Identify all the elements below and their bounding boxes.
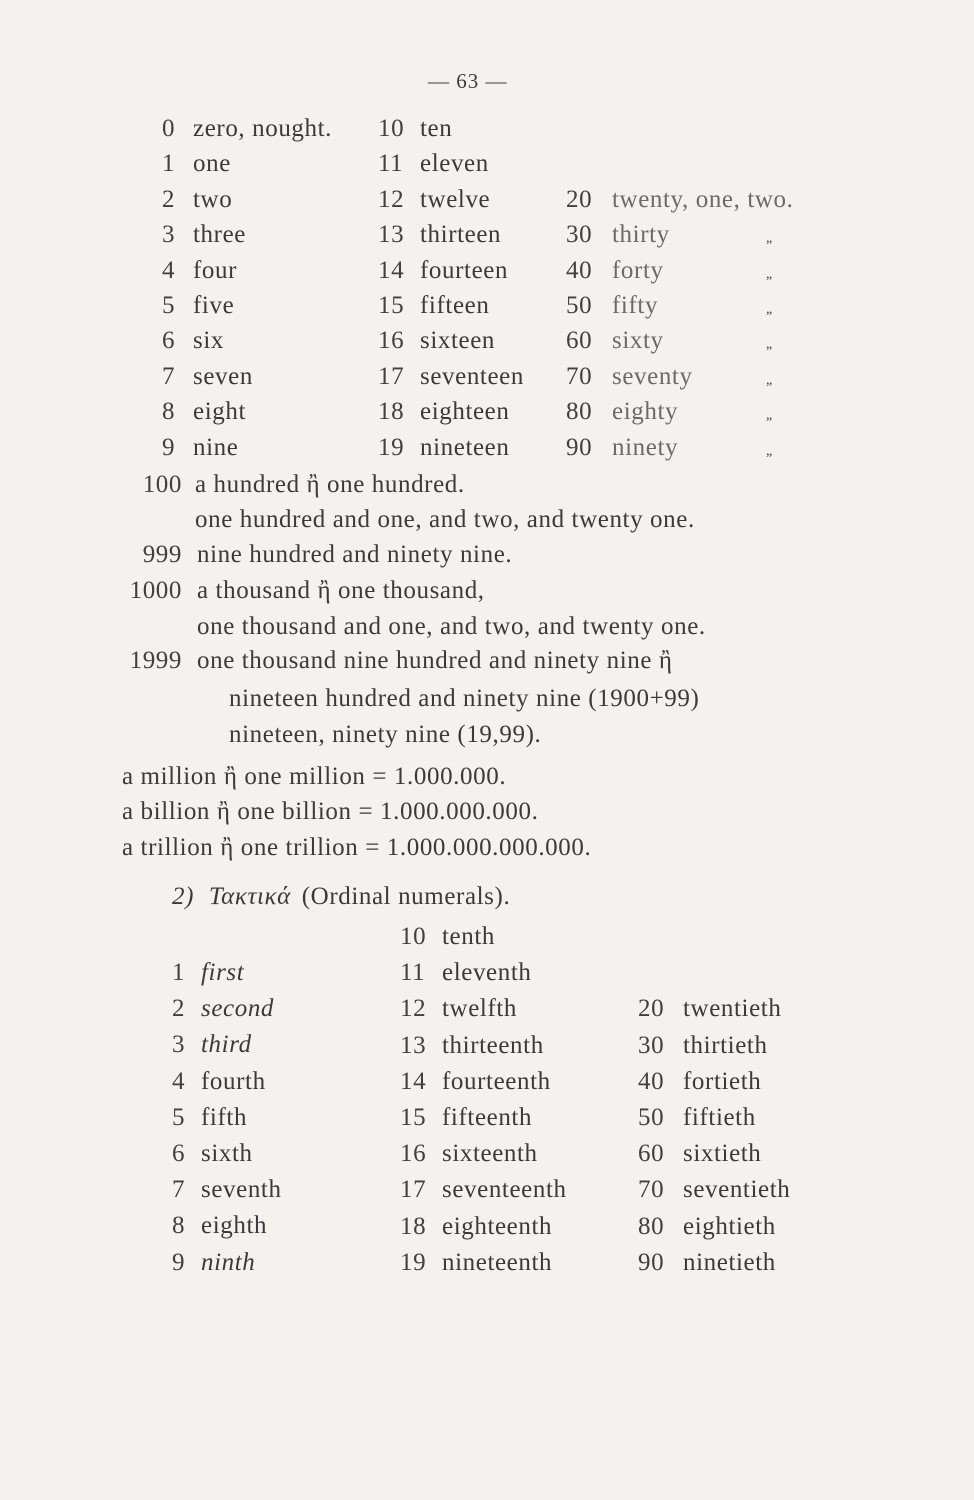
cardinal-teen-number: 18: [378, 398, 405, 426]
cardinal-unit-number: 9: [162, 433, 176, 461]
million-line-text: a billion ἢ one billion = 1.000.000.000.: [122, 798, 539, 825]
ordinal-ten-number: 60: [638, 1140, 665, 1168]
large-number-text: nine hundred and ninety nine.: [197, 541, 513, 568]
ordinal-unit-text: seventh: [201, 1176, 282, 1204]
large-number-text: nineteen, ninety nine (19,99).: [229, 721, 542, 748]
cardinal-ten-number: 60: [566, 327, 593, 355]
ordinal-ten-number: 50: [638, 1104, 665, 1131]
cardinal-teen-text: eighteen: [420, 398, 510, 426]
cardinal-unit-number: 0: [162, 115, 176, 142]
cardinal-teen-number: 14: [378, 256, 405, 284]
cardinal-teen-number: 16: [378, 327, 405, 355]
ordinal-ten-text: sixtieth: [683, 1140, 762, 1168]
ordinals-heading-rest: (Ordinal numerals).: [301, 883, 511, 910]
cardinal-unit-text: five: [193, 292, 235, 319]
ordinal-teen-number: 13: [400, 1031, 427, 1059]
cardinal-unit-text: two: [193, 185, 233, 213]
cardinal-ten-number: 80: [566, 398, 593, 426]
cardinal-ten-number: 20: [566, 185, 593, 213]
ordinal-ten-text: thirtieth: [683, 1031, 768, 1059]
cardinal-ten-text: twenty, one, two.: [612, 185, 794, 213]
ordinal-teen-text: sixteenth: [442, 1140, 538, 1168]
cardinal-unit-text: four: [193, 256, 238, 284]
cardinal-unit-text: six: [193, 327, 224, 355]
ordinal-ten-number: 30: [638, 1031, 665, 1059]
page-number: — 63 —: [428, 69, 508, 93]
cardinal-ten-text: forty: [612, 256, 664, 284]
ordinal-unit-number: 6: [172, 1140, 186, 1167]
cardinal-teen-number: 12: [378, 185, 405, 213]
ditto-mark: „: [766, 302, 773, 317]
large-number-text: nineteen hundred and ninety nine (1900+99): [229, 685, 700, 712]
ordinal-teen-number: 12: [400, 995, 427, 1023]
cardinal-ten-text: seventy: [612, 362, 693, 390]
ordinal-unit-text: fifth: [201, 1103, 248, 1131]
cardinal-ten-number: 70: [566, 362, 593, 390]
cardinal-teen-number: 13: [378, 221, 405, 249]
cardinal-unit-text: seven: [193, 362, 253, 390]
cardinal-teen-text: fifteen: [420, 292, 490, 319]
ordinal-teen-text: nineteenth: [442, 1248, 553, 1276]
large-number-number: 1999: [129, 647, 182, 674]
ordinal-unit-number: 4: [172, 1067, 186, 1095]
ordinal-ten-number: 90: [638, 1248, 665, 1276]
cardinal-teen-text: nineteen: [420, 433, 510, 461]
ordinal-teen-text: twelfth: [442, 995, 518, 1023]
cardinal-ten-number: 40: [566, 256, 593, 284]
ordinal-teen-number: 17: [400, 1176, 427, 1204]
ordinal-ten-number: 80: [638, 1212, 665, 1240]
ordinal-teen-number: 10: [400, 923, 427, 950]
million-line-text: a trillion ἢ one trillion = 1.000.000.000.000.: [122, 834, 592, 861]
ordinal-unit-number: 8: [172, 1212, 186, 1240]
large-number-number: 1000: [129, 577, 182, 604]
large-number-text: one thousand and one, and two, and twenty one.: [197, 613, 706, 640]
ordinal-unit-number: 7: [172, 1176, 186, 1204]
ordinal-unit-text: second: [201, 995, 275, 1023]
ordinal-unit-text: first: [201, 959, 245, 986]
large-number-text: one thousand nine hundred and ninety nine ἢ: [197, 647, 673, 674]
cardinal-teen-number: 19: [378, 433, 405, 461]
ordinal-ten-number: 20: [638, 995, 665, 1023]
cardinal-unit-text: zero, nought.: [193, 115, 333, 142]
ordinal-unit-number: 2: [172, 995, 186, 1023]
cardinal-teen-text: fourteen: [420, 256, 509, 284]
ordinal-unit-number: 5: [172, 1103, 186, 1131]
cardinal-ten-text: eighty: [612, 398, 679, 426]
ordinal-teen-text: tenth: [442, 923, 495, 950]
ordinals-heading: [172, 882, 510, 912]
cardinal-teen-number: 11: [378, 150, 404, 178]
ordinal-teen-number: 19: [400, 1248, 427, 1276]
cardinal-unit-number: 5: [162, 292, 176, 319]
cardinal-unit-number: 4: [162, 256, 176, 284]
cardinal-unit-text: three: [193, 221, 246, 249]
cardinal-teen-text: ten: [420, 115, 453, 142]
ordinal-teen-number: 14: [400, 1067, 427, 1095]
ordinal-unit-number: 1: [172, 959, 186, 986]
cardinal-teen-text: seventeen: [420, 362, 524, 390]
cardinal-teen-text: thirteen: [420, 221, 502, 249]
cardinal-unit-text: one: [193, 150, 231, 178]
ordinal-teen-text: fourteenth: [442, 1067, 551, 1095]
ordinal-ten-text: twentieth: [683, 995, 782, 1023]
large-number-number: 100: [142, 471, 182, 498]
cardinal-ten-number: 50: [566, 292, 593, 319]
cardinal-unit-text: eight: [193, 398, 246, 426]
ordinal-teen-text: thirteenth: [442, 1031, 544, 1059]
large-number-text: a hundred ἢ one hundred.: [195, 471, 465, 498]
ordinal-teen-text: fifteenth: [442, 1104, 533, 1131]
ordinal-teen-text: seventeenth: [442, 1176, 567, 1204]
ordinal-unit-text: fourth: [201, 1067, 266, 1095]
ordinal-ten-number: 70: [638, 1176, 665, 1204]
cardinal-teen-text: sixteen: [420, 327, 496, 355]
ordinal-unit-text: third: [201, 1031, 252, 1059]
ordinal-teen-number: 18: [400, 1212, 427, 1240]
large-number-text: one hundred and one, and two, and twenty one.: [195, 506, 695, 533]
ordinal-teen-number: 16: [400, 1140, 427, 1168]
cardinal-unit-number: 8: [162, 398, 176, 426]
ordinal-teen-number: 11: [400, 959, 426, 987]
ditto-mark: „: [766, 231, 773, 247]
cardinal-ten-text: sixty: [612, 327, 664, 355]
cardinal-unit-text: nine: [193, 433, 239, 461]
large-number-number: 999: [142, 541, 182, 568]
ordinal-teen-number: 15: [400, 1104, 427, 1131]
cardinal-teen-text: eleven: [420, 150, 489, 178]
cardinal-teen-text: twelve: [420, 185, 491, 213]
cardinal-unit-number: 3: [162, 221, 176, 249]
ditto-mark: „: [766, 372, 773, 388]
ordinal-ten-text: eightieth: [683, 1212, 776, 1240]
cardinal-teen-number: 10: [378, 115, 405, 142]
ordinal-unit-number: 3: [172, 1031, 186, 1059]
cardinal-ten-text: fifty: [612, 292, 659, 319]
ordinal-ten-text: fortieth: [683, 1067, 762, 1095]
ordinal-unit-text: sixth: [201, 1140, 253, 1167]
ordinal-ten-number: 40: [638, 1067, 665, 1095]
cardinal-unit-number: 1: [162, 150, 176, 178]
ordinal-ten-text: fiftieth: [683, 1104, 756, 1131]
ordinal-unit-number: 9: [172, 1248, 186, 1276]
ordinal-unit-text: eighth: [201, 1212, 268, 1240]
cardinal-ten-number: 90: [566, 433, 593, 461]
ordinals-heading-greek: Τακτικά: [208, 883, 291, 910]
cardinal-ten-number: 30: [566, 221, 593, 249]
cardinal-ten-text: ninety: [612, 433, 679, 461]
ditto-mark: „: [766, 337, 773, 353]
cardinal-teen-number: 17: [378, 362, 405, 390]
ordinals-heading-number: 2): [172, 883, 195, 910]
ditto-mark: „: [766, 266, 773, 282]
ordinal-teen-text: eighteenth: [442, 1212, 553, 1240]
ordinal-teen-text: eleventh: [442, 959, 532, 987]
ditto-mark: „: [766, 408, 773, 424]
million-line-text: a million ἢ one million = 1.000.000.: [122, 763, 507, 790]
large-number-text: a thousand ἢ one thousand,: [197, 577, 485, 604]
cardinal-ten-text: thirty: [612, 221, 670, 249]
cardinal-teen-number: 15: [378, 292, 405, 319]
cardinal-unit-number: 7: [162, 362, 176, 390]
cardinal-unit-number: 2: [162, 185, 176, 213]
cardinal-unit-number: 6: [162, 327, 176, 355]
ordinal-unit-text: ninth: [201, 1248, 256, 1276]
ordinal-ten-text: seventieth: [683, 1176, 791, 1204]
ordinal-ten-text: ninetieth: [683, 1248, 776, 1276]
ditto-mark: „: [766, 443, 773, 459]
